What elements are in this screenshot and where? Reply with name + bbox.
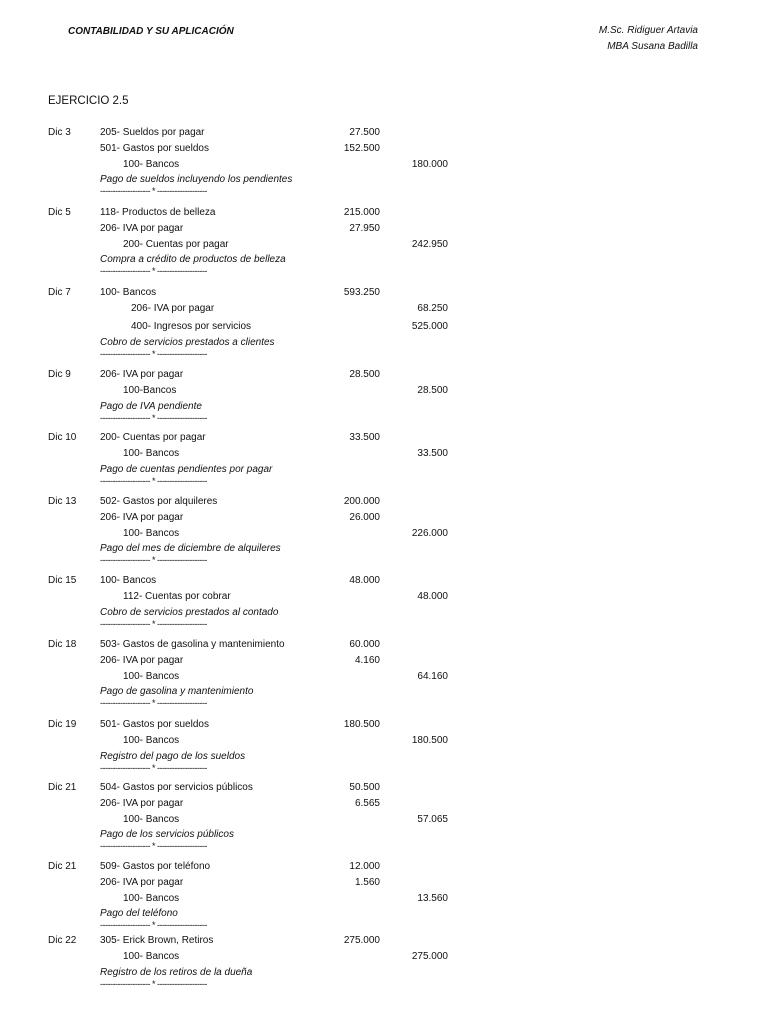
account-name: 205- Sueldos por pagar [100, 127, 205, 138]
entry-description: Cobro de servicios prestados a clientes [100, 336, 275, 348]
entry-date: Dic 7 [48, 287, 71, 298]
entry-date: Dic 22 [48, 935, 77, 946]
entry-line [0, 127, 768, 141]
account-name: 206- IVA por pagar [100, 222, 184, 234]
account-name: 206- IVA por pagar [100, 369, 184, 380]
credit-amount: 525.000 [411, 320, 448, 332]
entry-separator: -------------------- * -------------------- [100, 698, 207, 709]
entry-separator: -------------------- * -------------------- [100, 555, 207, 566]
entry-date: Dic 21 [48, 861, 77, 872]
account-name: 100- Bancos [100, 575, 157, 586]
entry-description: Pago del mes de diciembre de alquileres [100, 543, 281, 555]
entry-date: Dic 13 [48, 496, 77, 507]
debit-amount: 12.000 [349, 861, 380, 872]
account-name: 206- IVA por pagar [100, 654, 184, 666]
entry-description: Pago de los servicios públicos [100, 829, 234, 841]
debit-amount: 4.160 [354, 654, 380, 666]
entry-separator: -------------------- * -------------------- [100, 266, 207, 277]
account-name: 112- Cuentas por cobrar [123, 590, 231, 602]
entry-line [0, 239, 768, 253]
credit-amount: 180.500 [411, 734, 448, 746]
debit-amount: 27.950 [349, 222, 380, 234]
entry-description: Pago de gasolina y mantenimiento [100, 686, 254, 698]
entry-line [0, 671, 768, 685]
account-name: 100- Bancos [100, 287, 157, 298]
entry-date: Dic 15 [48, 575, 77, 586]
credit-amount: 13.560 [417, 892, 448, 904]
debit-amount: 33.500 [349, 432, 380, 443]
authors-block [599, 23, 698, 55]
exercise-title: EJERCICIO 2.5 [48, 95, 129, 107]
account-name: 200- Cuentas por pagar [100, 432, 206, 443]
account-name: 100-Bancos [123, 384, 177, 396]
entry-line [0, 512, 768, 526]
account-name: 206- IVA por pagar [100, 876, 184, 888]
account-name: 100- Bancos [123, 158, 180, 170]
account-name: 100- Bancos [123, 892, 180, 904]
entry-date: Dic 18 [48, 639, 77, 650]
entry-line [0, 303, 768, 317]
entry-line [0, 935, 768, 949]
entry-description: Pago del teléfono [100, 908, 178, 920]
entry-separator: -------------------- * -------------------- [100, 348, 207, 359]
entry-line [0, 496, 768, 510]
entry-description: Pago de IVA pendiente [100, 400, 202, 412]
entry-description: Pago de cuentas pendientes por pagar [100, 463, 273, 475]
document-title: CONTABILIDAD Y SU APLICACIÓN [68, 26, 234, 37]
entry-line [0, 207, 768, 221]
debit-amount: 215.000 [343, 207, 380, 218]
entry-line [0, 655, 768, 669]
credit-amount: 33.500 [417, 447, 448, 459]
entry-line [0, 448, 768, 462]
entry-separator: -------------------- * -------------------- [100, 186, 207, 197]
entry-line [0, 159, 768, 173]
credit-amount: 242.950 [411, 238, 448, 250]
entry-description: Pago de sueldos incluyendo los pendientes [100, 174, 293, 186]
account-name: 100- Bancos [123, 734, 180, 746]
entry-line [0, 735, 768, 749]
credit-amount: 64.160 [417, 670, 448, 682]
entry-date: Dic 10 [48, 432, 77, 443]
entry-line [0, 798, 768, 812]
account-name: 200- Cuentas por pagar [123, 238, 229, 250]
debit-amount: 26.000 [349, 511, 380, 523]
entry-description: Cobro de servicios prestados al contado [100, 606, 279, 618]
account-name: 206- IVA por pagar [100, 797, 184, 809]
entry-date: Dic 19 [48, 719, 77, 730]
credit-amount: 180.000 [411, 158, 448, 170]
account-name: 501- Gastos por sueldos [100, 142, 209, 154]
entry-description: Registro de los retiros de la dueña [100, 966, 253, 978]
account-name: 206- IVA por pagar [100, 511, 184, 523]
entry-line [0, 719, 768, 733]
account-name: 118- Productos de belleza [100, 207, 216, 218]
entry-separator: -------------------- * -------------------- [100, 618, 207, 629]
debit-amount: 200.000 [343, 496, 380, 507]
debit-amount: 275.000 [343, 935, 380, 946]
credit-amount: 68.250 [417, 302, 448, 314]
entry-line [0, 861, 768, 875]
entry-description: Registro del pago de los sueldos [100, 750, 246, 762]
entry-separator: -------------------- * -------------------- [100, 762, 207, 773]
account-name: 100- Bancos [123, 950, 180, 962]
entry-line [0, 432, 768, 446]
entry-line [0, 951, 768, 965]
entry-line [0, 639, 768, 653]
entry-line [0, 575, 768, 589]
entry-line [0, 877, 768, 891]
debit-amount: 180.500 [343, 719, 380, 730]
entry-date: Dic 3 [48, 127, 71, 138]
entry-line [0, 223, 768, 237]
debit-amount: 27.500 [349, 127, 380, 138]
entry-date: Dic 9 [48, 369, 71, 380]
entry-line [0, 782, 768, 796]
account-name: 206- IVA por pagar [131, 302, 215, 314]
entry-line [0, 591, 768, 605]
entry-separator: -------------------- * -------------------- [100, 475, 207, 486]
debit-amount: 28.500 [349, 369, 380, 380]
entry-line [0, 321, 768, 335]
account-name: 501- Gastos por sueldos [100, 719, 209, 730]
entry-line [0, 528, 768, 542]
entry-line [0, 893, 768, 907]
credit-amount: 28.500 [417, 384, 448, 396]
account-name: 502- Gastos por alquileres [100, 496, 218, 507]
account-name: 400- Ingresos por servicios [131, 320, 252, 332]
credit-amount: 275.000 [411, 950, 448, 962]
account-name: 100- Bancos [123, 527, 180, 539]
author-2: MBA Susana Badilla [607, 41, 698, 52]
debit-amount: 60.000 [349, 639, 380, 650]
account-name: 509- Gastos por teléfono [100, 861, 211, 872]
account-name: 504- Gastos por servicios públicos [100, 782, 253, 793]
account-name: 305- Erick Brown, Retiros [100, 935, 214, 946]
account-name: 503- Gastos de gasolina y mantenimiento [100, 639, 285, 650]
debit-amount: 50.500 [349, 782, 380, 793]
entry-date: Dic 5 [48, 207, 71, 218]
debit-amount: 1.560 [354, 876, 380, 888]
entry-separator: -------------------- * -------------------- [100, 978, 207, 989]
entry-separator: -------------------- * -------------------- [100, 841, 207, 852]
entry-description: Compra a crédito de productos de belleza [100, 254, 286, 266]
credit-amount: 48.000 [417, 590, 448, 602]
entry-line [0, 143, 768, 157]
entry-line [0, 369, 768, 383]
entry-separator: -------------------- * -------------------- [100, 920, 207, 931]
credit-amount: 226.000 [411, 527, 448, 539]
account-name: 100- Bancos [123, 670, 180, 682]
entry-line [0, 814, 768, 828]
entry-date: Dic 21 [48, 782, 77, 793]
account-name: 100- Bancos [123, 813, 180, 825]
debit-amount: 6.565 [354, 797, 380, 809]
credit-amount: 57.065 [417, 813, 448, 825]
entry-line [0, 385, 768, 399]
debit-amount: 593.250 [343, 287, 380, 298]
debit-amount: 48.000 [349, 575, 380, 586]
account-name: 100- Bancos [123, 447, 180, 459]
debit-amount: 152.500 [343, 142, 380, 154]
entry-line [0, 287, 768, 301]
entry-separator: -------------------- * -------------------- [100, 412, 207, 423]
author-1: M.Sc. Ridiguer Artavia [598, 25, 698, 36]
